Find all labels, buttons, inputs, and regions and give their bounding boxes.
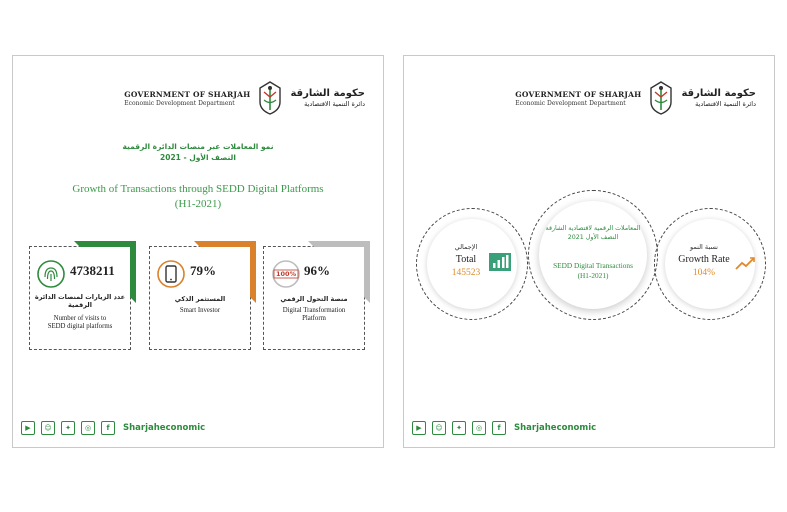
growth-label-ar: نسبة النمو [690, 243, 718, 251]
stat-label-en: Smart Investor [179, 307, 221, 314]
left-infographic-panel [12, 55, 384, 448]
government-header [124, 78, 365, 118]
trend-up-icon [735, 255, 757, 271]
arabic-title: نمو المعاملات عبر منصات الدائرة الرقمية النصف الأول - 2021 [122, 142, 274, 162]
gov-name-ar: حكومة الشارقة [681, 88, 756, 99]
dept-name-ar: دائرة التنمية الاقتصادية [695, 100, 756, 108]
stat-value: 4738211 [70, 263, 115, 278]
twitter-icon[interactable]: ✦ [452, 421, 466, 435]
bar-chart-icon [489, 253, 511, 271]
dept-name-ar: دائرة التنمية الاقتصادية [304, 100, 365, 108]
stat-label-ar: المستثمر الذكي [174, 295, 226, 303]
stat-label-en: Digital Transformation Platform [282, 307, 346, 323]
youtube-icon[interactable]: ▶ [412, 421, 426, 435]
main-title-ar: المعاملات الرقمية لاقتصادية الشارقة النصف الأول 2021 [545, 225, 641, 241]
gov-name-en: GOVERNMENT OF SHARJAH [124, 89, 251, 99]
dept-name-en: Economic Development Department [124, 99, 235, 107]
instagram-icon[interactable]: ◎ [472, 421, 486, 435]
main-circle [528, 190, 658, 320]
main-title-en: SEDD Digital Transactions (H1-2021) [553, 261, 633, 280]
twitter-icon[interactable]: ✦ [61, 421, 75, 435]
smartphone-icon [156, 257, 186, 291]
sharjah-emblem-icon [256, 80, 284, 116]
gov-name-en: GOVERNMENT OF SHARJAH [515, 89, 642, 99]
social-handle[interactable]: Sharjaheconomic [514, 423, 597, 433]
social-footer [412, 421, 596, 435]
facebook-icon[interactable]: f [101, 421, 115, 435]
total-circle [416, 208, 528, 320]
stat-label-ar: منصة التحول الرقمي [280, 295, 348, 303]
social-footer [21, 421, 205, 435]
total-value: 145523 [451, 268, 481, 278]
growth-label-en: Growth Rate [678, 254, 730, 265]
social-handle[interactable]: Sharjaheconomic [123, 423, 206, 433]
percent-badge-icon [270, 257, 302, 291]
snapchat-icon[interactable]: ☺ [432, 421, 446, 435]
snapchat-icon[interactable]: ☺ [41, 421, 55, 435]
stat-value: 79% [190, 263, 216, 278]
instagram-icon[interactable]: ◎ [81, 421, 95, 435]
total-label-en: Total [455, 254, 477, 265]
stat-label-en: Number of visits to SEDD digital platforms [47, 315, 113, 331]
right-infographic-panel [403, 55, 775, 448]
growth-value: 104% [692, 268, 716, 278]
stat-card-visits [29, 246, 131, 350]
stat-card-smart-investor [149, 246, 251, 350]
stat-card-digital-platform [263, 246, 365, 350]
stat-label-ar: عدد الزيارات لمنصات الدائرة الرقمية [34, 293, 126, 310]
fingerprint-icon [36, 257, 66, 291]
gov-name-ar: حكومة الشارقة [290, 88, 365, 99]
total-label-ar: الإجمالي [454, 243, 478, 251]
badge-text: 100% [276, 270, 297, 278]
youtube-icon[interactable]: ▶ [21, 421, 35, 435]
stat-value: 96% [304, 263, 330, 278]
growth-circle [654, 208, 766, 320]
government-header [515, 78, 756, 118]
sharjah-emblem-icon [647, 80, 675, 116]
english-title: Growth of Transactions through SEDD Digital Platforms (H1-2021) [72, 183, 324, 210]
facebook-icon[interactable]: f [492, 421, 506, 435]
dept-name-en: Economic Development Department [515, 99, 626, 107]
